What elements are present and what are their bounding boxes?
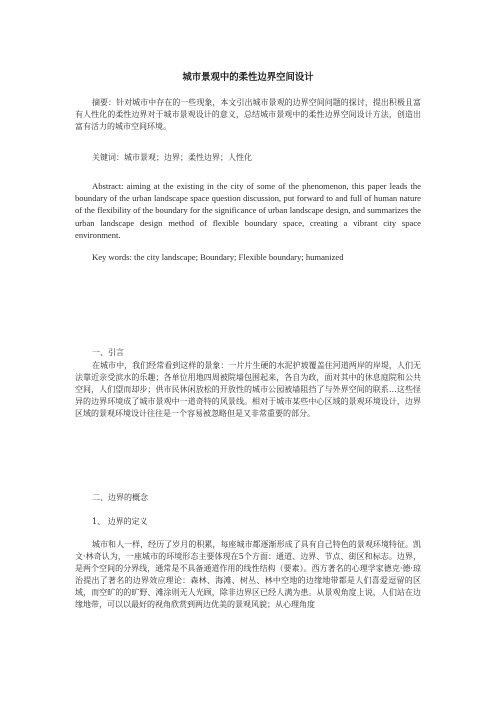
document-title: 城市景观中的柔性边界空间设计 (182, 72, 314, 83)
abstract-english: Abstract: aiming at the existing in the city of some of the phenomenon, this paper leads the boundary of the urban landscape space question discussion, put forward to and full of human nature of the flexibility of the boundary for the significance of urban landscape design, and summarizes the urban landscape design method of flexible boundary space, creating a vibrant city space environment. (75, 181, 421, 240)
section-heading-introduction: 一、引言 (92, 348, 124, 357)
introduction-paragraph: 在城市中，我们经常看到这样的景象：一片片生硬的水泥护坡覆盖住河道两岸的岸堤，人们无法靠近亲受滨水的乐趣；各单位用地四周被院墙包围起来，各自为政，面对其中的休息庭院和公共空间，人们望而却步；供市民休闲放松的开放性的城市公园被墙阻挡了与外界空间的联系…这些怪异的边界环境成了城市景观中一道奇特的风景线。相对于城市某些中心区域的景观环境设计，边界区域的景观环境设计往往是一个容易被忽略但是又非常重要的部分。 (75, 361, 421, 418)
subsection-heading-boundary-definition: 1、 边界的定义 (92, 517, 148, 526)
keywords-english: Key words: the city landscape; Boundary; Flexible boundary; humanized (92, 252, 344, 262)
section-heading-boundary-concept: 二、边界的概念 (92, 493, 148, 502)
keywords-chinese: 关键词：城市景观；边界；柔性边界；人性化 (92, 153, 252, 162)
boundary-definition-paragraph: 城市和人一样，经历了岁月的积累，每座城市都逐渐形成了具有自己特色的景观环境特征。凯文·林奇认为，一座城市的环境形态主要体现在5个方面：通道、边界、节点、街区和标志。边界，是两个空间的分界线，通常是不具备通道作用的线性结构（要素）。西方著名的心理学家德克·德·琼治提出了著名的边界效应理论：森林、海滩、树丛、林中空地的边缘地带都是人们喜爱逗留的区域，而空旷的的旷野、滩涂则无人光顾，除非边界区已经人满为患。从景观角度上说，人们站在边缘地带，可以以最好的视角欣赏到两边优美的景观风貌；从心理角度 (75, 540, 421, 609)
abstract-chinese: 摘要：针对城市中存在的一些现象，本文引出城市景观的边界空间问题的探讨，提出积极且富有人性化的柔性边界对于城市景观设计的意义，总结城市景观中的柔性边界空间设计方法，创造出富有活力的城市空间环境。 (75, 98, 421, 131)
